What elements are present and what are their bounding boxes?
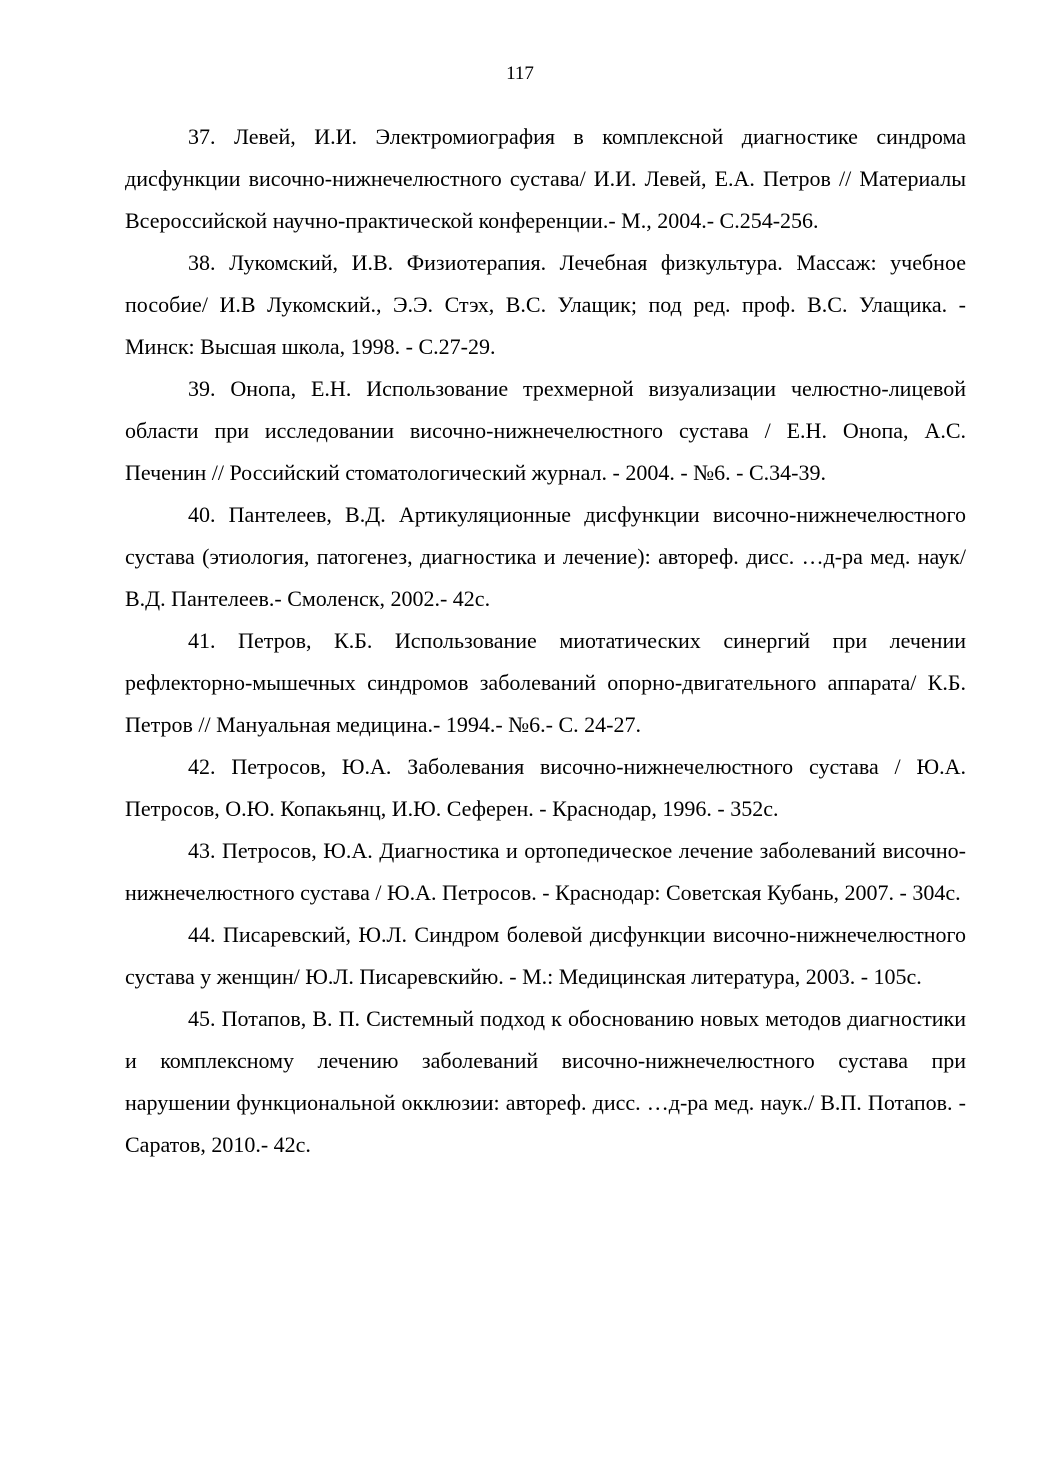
reference-item-41: 41. Петров, К.Б. Использование миотатических синергий при лечении рефлекторно-мышечных синдромов заболеваний опорно-двигательного аппарата/ К.Б. Петров // Мануальная медицина.- 1994.- №6.- С. 24-27. xyxy=(125,628,966,737)
reference-item-38: 38. Лукомский, И.В. Физиотерапия. Лечебная физкультура. Массаж: учебное пособие/ И.В Лукомский., Э.Э. Стэх, В.С. Улащик; под ред. проф. В.С. Улащика. - Минск: Высшая школа, 1998. - С.27-29. xyxy=(125,250,966,359)
reference-item-40: 40. Пантелеев, В.Д. Артикуляционные дисфункции височно-нижнечелюстного сустава (этиология, патогенез, диагностика и лечение): автореф. дисс. …д-ра мед. наук/ В.Д. Пантелеев.- Смоленск, 2002.- 42с. xyxy=(125,502,966,611)
page-number: 117 xyxy=(506,63,534,84)
reference-list xyxy=(125,116,966,1166)
reference-item-45: 45. Потапов, В. П. Системный подход к обоснованию новых методов диагностики и комплексному лечению заболеваний височно-нижнечелюстного сустава при нарушении функциональной окклюзии: автореф. дисс. …д-ра мед. наук./ В.П. Потапов. - Саратов, 2010.- 42с. xyxy=(125,1006,966,1157)
reference-item-42: 42. Петросов, Ю.А. Заболевания височно-нижнечелюстного сустава / Ю.А. Петросов, О.Ю. Копакьянц, И.Ю. Сеферен. - Краснодар, 1996. - 352с. xyxy=(125,754,966,821)
reference-item-44: 44. Писаревский, Ю.Л. Синдром болевой дисфункции височно-нижнечелюстного сустава у женщин/ Ю.Л. Писаревскийю. - М.: Медицинская литература, 2003. - 105с. xyxy=(125,922,966,989)
reference-item-37: 37. Левей, И.И. Электромиография в комплексной диагностике синдрома дисфункции височно-нижнечелюстного сустава/ И.И. Левей, Е.А. Петров // Материалы Всероссийской научно-практической конференции.- М., 2004.- С.254-256. xyxy=(125,124,966,233)
reference-item-39: 39. Онопа, Е.Н. Использование трехмерной визуализации челюстно-лицевой области при исследовании височно-нижнечелюстного сустава / Е.Н. Онопа, А.С. Печенин // Российский стоматологический журнал. - 2004. - №6. - С.34-39. xyxy=(125,376,966,485)
reference-item-43: 43. Петросов, Ю.А. Диагностика и ортопедическое лечение заболеваний височно-нижнечелюстного сустава / Ю.А. Петросов. - Краснодар: Советская Кубань, 2007. - 304с. xyxy=(125,838,966,905)
